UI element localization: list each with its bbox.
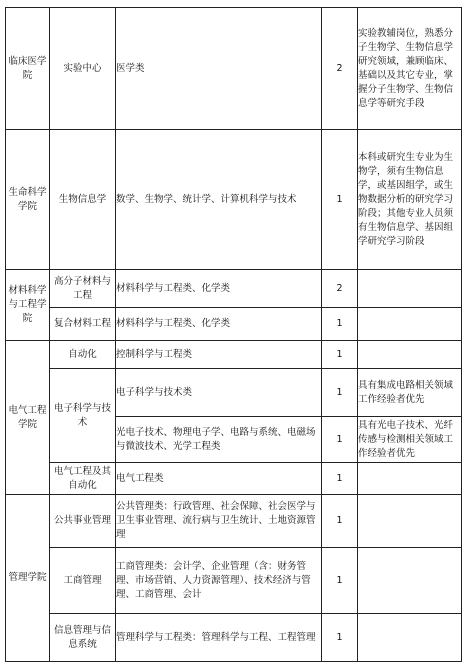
requirement-cell: 具有集成电路相关领域工作经验者优先 (358, 369, 462, 417)
major-cell: 控制科学与工程类 (116, 341, 322, 369)
dept-cell: 高分子材料与工程 (50, 270, 116, 308)
requirement-cell (358, 548, 462, 614)
count-cell: 1 (322, 463, 358, 495)
major-cell: 工商管理类：会计学、企业管理（含：财务管理、市场营销、人力资源管理）、技术经济与管理、工商管理、会计 (116, 548, 322, 614)
major-cell: 公共管理类：行政管理、社会保障、社会医学与卫生事业管理、流行病与卫生统计、土地资源管理 (116, 495, 322, 548)
requirement-cell: 本科或研究生专业为生物学，须有生物信息学，或基因组学，或生物数据分析的研究学习阶段；其他专业人员须有生物信息学、基因组学研究学习阶段 (358, 130, 462, 270)
table-row (6, 270, 462, 308)
count-cell: 1 (322, 341, 358, 369)
dept-cell: 电子科学与技术 (50, 369, 116, 463)
major-cell: 材料科学与工程类、化学类 (116, 308, 322, 341)
requirement-cell (358, 463, 462, 495)
requirement-cell: 具有光电子技术、光纤传感与检测相关领域工作经验者优先 (358, 417, 462, 463)
major-cell: 材料科学与工程类、化学类 (116, 270, 322, 308)
positions-table (5, 7, 462, 662)
table-row (6, 130, 462, 270)
dept-cell: 电气工程及其自动化 (50, 463, 116, 495)
requirement-cell: 实验教辅岗位，熟悉分子生物学、生物信息学研究领域，兼顾临床、基础以及其它专业，掌握分子生物学、生物信息学等研究手段 (358, 8, 462, 130)
requirement-cell (358, 270, 462, 308)
count-cell: 1 (322, 417, 358, 463)
table-row (6, 8, 462, 130)
dept-cell: 工商管理 (50, 548, 116, 614)
count-cell: 1 (322, 130, 358, 270)
table-row (6, 308, 462, 341)
count-cell: 1 (322, 614, 358, 662)
major-cell: 光电子技术、物理电子学、电路与系统、电磁场与微波技术、光学工程类 (116, 417, 322, 463)
requirement-cell (358, 308, 462, 341)
requirement-cell (358, 614, 462, 662)
count-cell: 1 (322, 308, 358, 341)
table-row (6, 463, 462, 495)
table-row (6, 341, 462, 369)
major-cell: 电子科学与技术类 (116, 369, 322, 417)
count-cell: 1 (322, 548, 358, 614)
dept-cell: 复合材料工程 (50, 308, 116, 341)
dept-cell: 实验中心 (50, 8, 116, 130)
count-cell: 1 (322, 369, 358, 417)
college-cell: 材料科学与工程学院 (6, 270, 50, 341)
major-cell: 电气工程类 (116, 463, 322, 495)
major-cell: 医学类 (116, 8, 322, 130)
college-cell: 临床医学院 (6, 8, 50, 130)
dept-cell: 生物信息学 (50, 130, 116, 270)
count-cell: 1 (322, 495, 358, 548)
table-row (6, 548, 462, 614)
table-row (6, 614, 462, 662)
college-cell: 电气工程学院 (6, 341, 50, 495)
college-cell: 生命科学学院 (6, 130, 50, 270)
dept-cell: 公共事业管理 (50, 495, 116, 548)
major-cell: 数学、生物学、统计学、计算机科学与技术 (116, 130, 322, 270)
requirement-cell (358, 495, 462, 548)
table-row (6, 369, 462, 417)
requirement-cell (358, 341, 462, 369)
count-cell: 2 (322, 270, 358, 308)
table-row (6, 495, 462, 548)
dept-cell: 信息管理与信息系统 (50, 614, 116, 662)
major-cell: 管理科学与工程类：管理科学与工程、工程管理 (116, 614, 322, 662)
dept-cell: 自动化 (50, 341, 116, 369)
count-cell: 2 (322, 8, 358, 130)
college-cell: 管理学院 (6, 495, 50, 662)
